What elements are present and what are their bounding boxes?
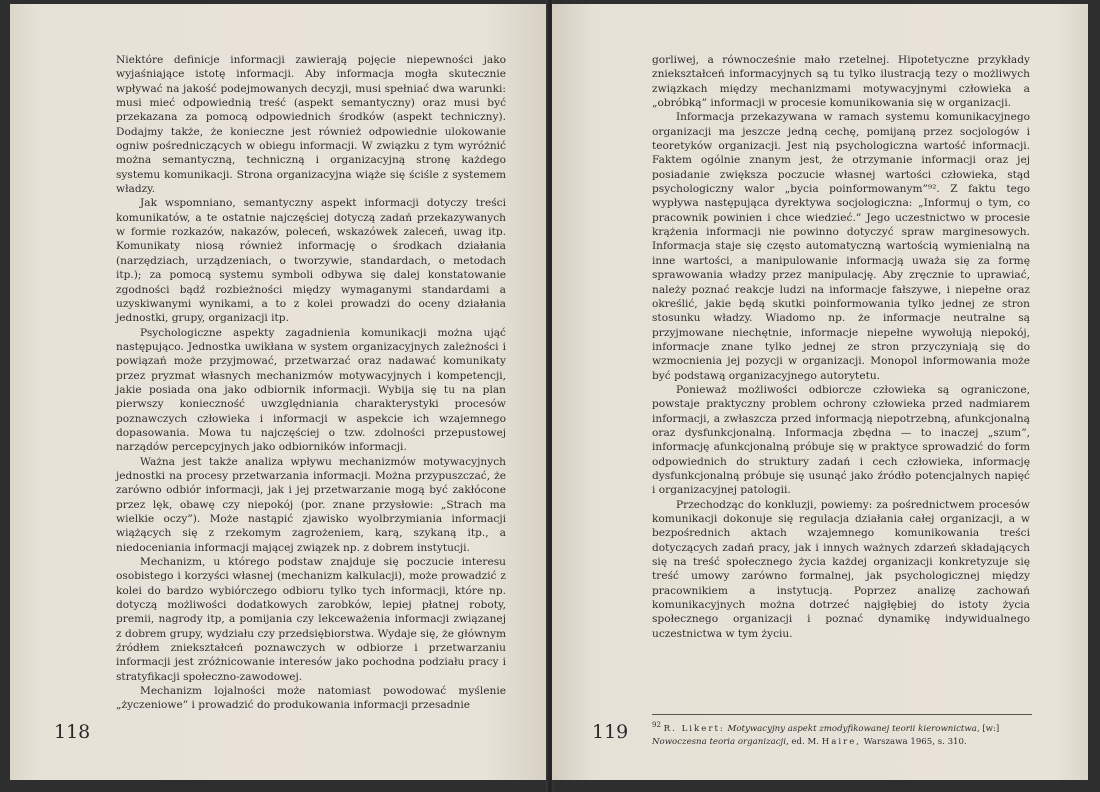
paragraph: Mechanizm, u którego podstaw znajduje się poczucie interesu osobistego i korzyści własnej (mechanizm kalkulacji), może prowadzić z kolei do bardzo wybiórczego odbioru tylko tych informacji, które np. dotyczą możliwości dodatkowych zarobków, lepiej płatnej roboty, premii, nagrody itp, a pomijania czy lekceważenia informacji związanej z dobrem grupy, wydziału czy przedsiębiorstwa. Wydaje się, że głównym źródłem zniekształceń poznawczych w odbiorze i przetwarzaniu informacji jest zróżnicowanie interesów jako pochodna podziału pracy i stratyfikacji społeczno-zawodowej. — [116, 556, 506, 683]
footnote-author: R. Likert: — [663, 723, 725, 734]
footnote-place-year: Warszawa 1965, s. 310. — [863, 736, 967, 747]
paragraph: Psychologiczne aspekty zagadnienia komunikacji można ująć następująco. Jednostka uwikłana w system organizacyjnych zależności i powiązań może przyjmować, przetwarzać oraz nadawać komunikaty przez pryzmat własnych mechanizmów motywacyjnych i kompetencji, jakie posiada ona jako odbiornik informacji. Wybija się tu na plan pierwszy konieczność uwzględniania charakterystyki procesów poznawczych człowieka i informacji w aspekcie ich wzajemnego dopasowania. Mowa tu najczęściej o tzw. zdolności przepustowej narządów percepcyjnych jako odbiorników informacji. — [116, 326, 506, 454]
page-number: 119 — [592, 721, 629, 743]
paragraph: gorliwej, a równocześnie mało rzetelnej. Hipotetyczne przykłady zniekształceń informacyjnych są tu tylko ilustracją tezy o możliwych związkach między mechanizmami motywacyjnymi człowieka a „obróbką” informacji w procesie komunikowania się w organizacji. — [652, 54, 1030, 110]
left-page — [10, 4, 548, 780]
footnote-editor: Haire, — [821, 736, 862, 747]
paragraph: Ponieważ możliwości odbiorcze człowieka są ograniczone, powstaje praktyczny problem ochrony człowieka przed nadmiarem informacji, a zwłaszcza przed informacją niepotrzebną, afunkcjonalną oraz dysfunkcjonalną. Informacja zbędna — to inaczej „szum”, informację afunkcjonalną próbuje się w praktyce sprowadzić do form odpowiednich do struktury zadań i cech człowieka, informację dysfunkcjonalną próbuje się usunąć jako źródło potencjalnych napięć i organizacyjnej patologii. — [652, 383, 1030, 497]
paragraph: Informacja przekazywana w ramach systemu komunikacyjnego organizacji ma jeszcze jedną cechę, pomijaną przez socjologów i teoretyków organizacji. Jest nią psychologiczna wartość informacji. Faktem ogólnie znanym jest, że otrzymanie informacji oraz jej posiadanie zwiększa poczucie własnej wartości człowieka, stąd psychologiczny walor „bycia poinformowanym”⁹². Z faktu tego wypływa następująca dyrektywa socjologiczna: „Informuj o tym, co pracownik powinien i chce wiedzieć.” Jego uczestnictwo w procesie krążenia informacji nie powinno dotyczyć spraw marginesowych. Informacja staje się często automatyczną wartością wymienialną na inne wartości, a manipulowanie informacją uważa się za formę sprawowania władzy przez manipulację. Aby zręcznie to uprawiać, należy poznać reakcje ludzi na informacje fałszywe, i niepełne oraz określić, jakie będą skutki poinformowania tylko jednej ze stron stosunku władzy. Wiadomo np. że informacje neutralne są przyjmowane niechętnie, informacje niepełne wywołują niepokój, informacje znane tylko jednej ze stron przyczyniają się do wzmocnienia jej pozycji w organizacji. Monopol informowania może być podstawą organizacyjnego autorytetu. — [652, 111, 1030, 382]
paragraph: Ważna jest także analiza wpływu mechanizmów motywacyjnych jednostki na procesy przetwarzania informacji. Można przypuszczać, że zarówno odbiór informacji, jak i jej przetwarzanie mogą być zakłócone przez lęk, obawę czy niepokój (por. znane przysłowie: „Strach ma wielkie oczy”). Może nastąpić zjawisko wyolbrzymiania informacji wiążących się z rzekomym zagrożeniem, karą, szykaną itp., a niedoceniania informacji mającej związek np. z dobrem instytucji. — [116, 455, 506, 554]
paragraph: Przechodząc do konkluzji, powiemy: za pośrednictwem procesów komunikacji dokonuje się regulacja działania całej organizacji, a w bezpośrednich aktach wzajemnego komunikowania treści dotyczących zadań pracy, jak i innych ważnych zdarzeń składających się na treść społecznego życia każdej organizacji konkretyzuje się treść umowy zarówno formalnej, jak psychologicznej między pracownikiem a instytucją. Poprzez analizę zachowań komunikacyjnych można dotrzeć najgłębiej do istoty życia społecznego organizacji i poznać dynamikę indywidualnego uczestnictwa w tym życiu. — [652, 498, 1030, 640]
footnote-book: Nowoczesna teoria organizacji, — [652, 736, 789, 747]
left-page-text — [116, 53, 506, 713]
footnote-title: Motywacyjny aspekt zmodyfikowanej teorii kierownictwa, — [727, 723, 980, 734]
paragraph: Mechanizm lojalności może natomiast powodować myślenie „życzeniowe” i prowadzić do produkowania informacji przesadnie — [116, 685, 506, 712]
footnote — [652, 714, 1032, 749]
paragraph: Jak wspomniano, semantyczny aspekt informacji dotyczy treści komunikatów, a te ostatnie najczęściej dotyczą zadań przekazywanych w formie rozkazów, nakazów, poleceń, wskazówek zaleceń, uwag itp. Komunikaty niosą również informację o środkach działania (narzędziach, urządzeniach, o tworzywie, standardach, o metodach itp.); za pomocą systemu symboli odbywa się dalej konstatowanie zgodności bądź rozbieżności między wymaganymi standardami a uzyskiwanymi wynikami, a to z kolei prowadzi do oceny działania jednostki, grupy, organizacji itp. — [116, 197, 506, 325]
footnote-marker: 92 — [652, 721, 661, 729]
footnote-ed-prefix: ed. M. — [791, 736, 820, 747]
right-page — [552, 4, 1088, 780]
right-page-text — [652, 53, 1030, 641]
paragraph: Niektóre definicje informacji zawierają pojęcie niepewności jako wyjaśniające istotę informacji. Aby informacja mogła skutecznie wpływać na jakość podejmowanych decyzji, musi spełniać dwa warunki: musi mieć odpowiednią treść (aspekt semantyczny) oraz musi być przekazana za pomocą odpowiednich środków (aspekt techniczny). Dodajmy także, że konieczne jest również odpowiednie ulokowanie ogniw pośredniczących w obiegu informacji. W związku z tym wyróżnić można semantyczną, techniczną i organizacyjną stronę każdego systemu komunikacji. Strona organizacyjna wiąże się ściśle z systemem władzy. — [116, 54, 506, 196]
page-number: 118 — [54, 721, 91, 743]
footnote-in: [w:] — [982, 723, 1000, 734]
